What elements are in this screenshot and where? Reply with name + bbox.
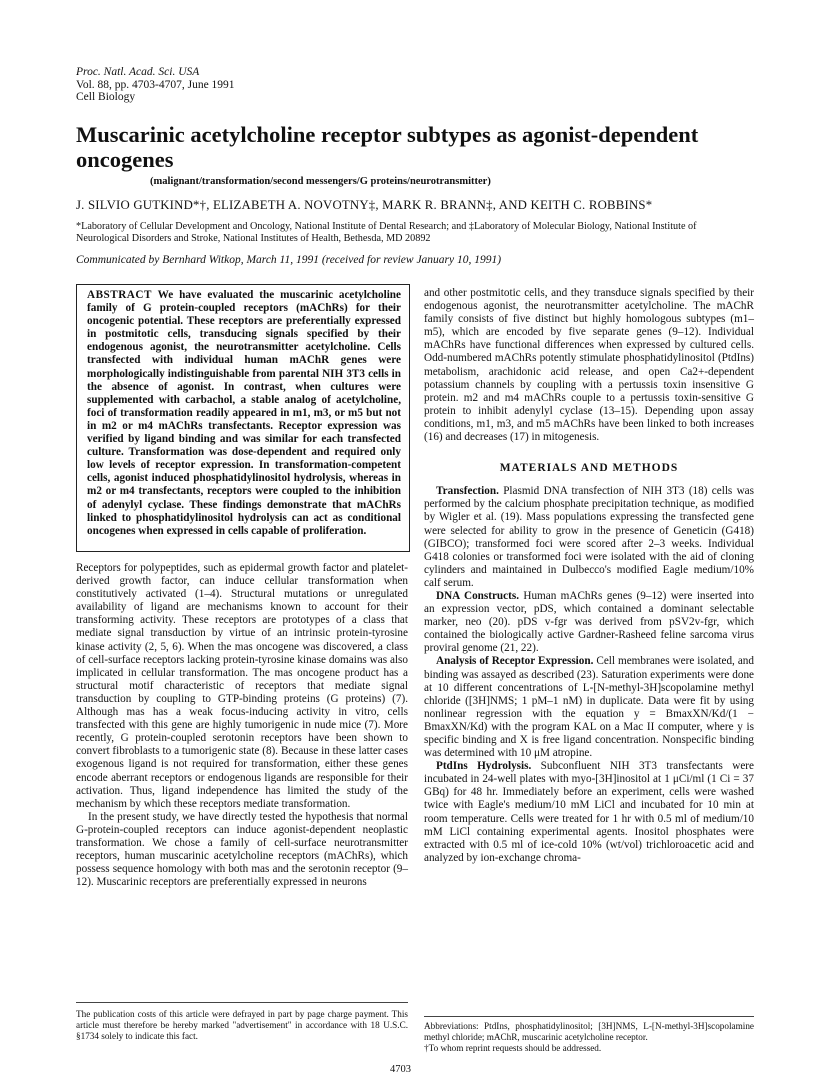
ptdins-heading: PtdIns Hydrolysis. [436,760,532,773]
right-column [424,287,754,865]
analysis-heading: Analysis of Receptor Expression. [436,655,594,668]
transfection-text: Plasmid DNA transfection of NIH 3T3 (18) cells was performed by the calcium phosphate precipitation technique, as modified by Wigler et al. (19). Mass populations expressing the transfected gene were selected for ability to grow in the presence of Geneticin (G418) (GIBCO); transformed foci were scored after 2–3 weeks. Individual G418 colonies or transformed foci were isolated with the aid of cloning cylinders and maintained in Dulbecco's modified Eagle medium/10% calf serum. [424,485,755,589]
affiliations: *Laboratory of Cellular Development and Oncology, National Institute of Dental Research; and ‡Laboratory of Molecular Biology, National Institute of Neurological Disorders and Stroke, National Institutes of Health, Bethesda, MD 20892 [76,221,697,244]
journal-header [76,66,235,104]
page-number: 4703 [390,1064,411,1075]
volume-info: Vol. 88, pp. 4703-4707, June 1991 [76,78,235,91]
analysis-text: Cell membranes were isolated, and binding was assayed as described (23). Saturation experiments were done at 10 different concentrations of L-[N-methyl-3H]scopolamine methyl chloride ([3H]NMS; 1 pM–1 nM) in duplicate. Data were fit by using nonlinear regression with the equation y = BmaxXN/Kd/(1 − BmaxXN/Kd) with the program KAL on a Mac II computer, where y is specific binding and X is free ligand concentration. Nonspecific binding was determined with 10 μM atropine. [424,655,754,760]
methods-dna [424,590,754,655]
section-name: Cell Biology [76,91,136,103]
paper-title: Muscarinic acetylcholine receptor subtypes as agonist-dependent oncogenes [76,122,699,172]
methods-transfection [424,485,754,590]
methods-analysis [424,655,754,760]
section-heading-methods: MATERIALS AND METHODS [499,462,679,475]
dna-text: Human mAChRs genes (9–12) were inserted into an expression vector, pDS, which contained a dominant selectable marker, neo (20). pDS v-fgr was derived from pSV2v-fgr, which contained the biologically active Gardner-Rasheed feline sarcoma virus proviral genome (21, 22). [424,589,755,655]
dna-heading: DNA Constructs. [436,589,519,602]
abstract-label: ABSTRACT [87,289,152,301]
intro-paragraph-2: In the present study, we have directly tested the hypothesis that normal G-protein-coupled receptors can induce agonist-dependent neoplastic transformation. We chose a family of cell-surface neurotransmitter receptors, human muscarinic acetylcholine receptors (mAChRs), which possess sequence homology with both mas and the serotonin receptor (9–12). Muscarinic receptors are preferentially expressed in neurons [76,810,408,889]
authors: J. SILVIO GUTKIND*†, ELIZABETH A. NOVOTNY‡, MARK R. BRANN‡, AND KEITH C. ROBBINS* [76,198,653,212]
keywords: (malignant/transformation/second messengers/G proteins/neurotransmitter) [150,176,491,187]
methods-ptdins [424,760,754,865]
footnotes-right [424,1016,754,1053]
transfection-heading: Transfection. [436,485,499,498]
publication-cost-note: The publication costs of this article were defrayed in part by page charge payment. This article must therefore be hereby marked "advertisement" in accordance with 18 U.S.C. §1734 solely to indicate this fact. [76,1002,408,1041]
intro-column [76,562,408,889]
abbreviations-note: Abbreviations: PtdIns, phosphatidylinositol; [3H]NMS, L-[N-methyl-3H]scopolamine methyl chloride; mAChR, muscarinic acetylcholine receptor. [424,1021,754,1042]
communicated-line: Communicated by Bernhard Witkop, March 11, 1991 (received for review January 10, 1991) [76,254,502,266]
abstract-text: We have evaluated the muscarinic acetylcholine family of G protein-coupled receptors (mAChRs) for their oncogenic potential. These receptors are preferentially expressed in postmitotic cells, transducing signals specified by their endogenous agonist, the neurotransmitter acetylcholine. Cells transfected with individual human mAChR genes were morphologically indistinguishable from parental NIH 3T3 cells in the absence of agonist. In contrast, when cultures were supplemented with carbachol, a stable analog of acetylcholine, foci of transformation readily appeared in m1, m3, or m5 but not in m2 or m4 mAChRs transfectants. Receptor expression was verified by ligand binding and was similar for each transfected culture. Transformation was dose-dependent and required only low levels of receptor expression. In transformation-competent cells, agonist induced phosphatidylinositol hydrolysis, whereas in m2 or m4 transfectants, receptors were coupled to the inhibition of adenylyl cyclase. These findings demonstrate that mAChRs linked to phosphatidylinositol hydrolysis can act as conditional oncogenes when expressed in cells capable of proliferation. [87,289,401,537]
right-paragraph-0: and other postmitotic cells, and they transduce signals specified by their endogenous agonist, the neurotransmitter acetylcholine. The mAChR family consists of five distinct but highly homologous subtypes (m1–m5), which are encoded by five separate genes (9–12). Individual mAChRs have functional differences when expressed by cultured cells. Odd-numbered mAChRs potently stimulate phosphatidylinositol (PtdIns) metabolism, arachidonic acid release, and open Ca2+-dependent potassium channels by coupling with a pertussis toxin insensitive G protein. m2 and m4 mAChRs couple to a pertussis toxin-sensitive G protein to inhibit adenylyl cyclase (13–15). Depending upon assay conditions, m1, m3, and m5 mAChRs have been linked to both increases (16) and decreases (17) in mitogenesis. [424,287,754,444]
abstract-box [76,284,410,552]
journal-name: Proc. Natl. Acad. Sci. USA [76,66,200,78]
intro-paragraph-1: Receptors for polypeptides, such as epidermal growth factor and platelet-derived growth factor, can induce cellular transformation when constitutively activated (1–4). Structural mutations or unregulated availability of ligand are mechanisms known to account for their transforming activity. These receptors are prototypes of a class that mediate signal transduction by virtue of an intrinsic protein-tyrosine kinase activity (2, 5, 6). When the mas oncogene was discovered, a class of cell-surface receptors lacking protein-tyrosine kinase domains was also implicated in cellular transformation. The mas oncogene product has a structural motif characteristic of receptors that mediate signal transduction by coupling to GTP-binding proteins (G proteins) (7). Although mas has a weak focus-inducing activity in vitro, cells transfected with this gene are highly tumorigenic in nude mice (7). More recently, G protein-coupled serotonin receptors have been shown to convert fibroblasts to a tumorigenic state (8). Because in these latter cases exogenous ligand is not required for transformation, either these genes encode aberrant receptors or endogenous ligands are responsible for their activation. Thus, ligand independence has limited the study of the mechanism by which these receptors mediate transformation. [76,562,408,810]
reprint-note: †To whom reprint requests should be addressed. [424,1042,602,1053]
ptdins-text: Subconfluent NIH 3T3 transfectants were incubated in 24-well plates with myo-[3H]inositol at 1 μCi/ml (1 Ci = 37 GBq) for 48 hr. Immediately before an experiment, cells were washed twice with Eagle's medium/10 mM LiCl and incubated for 10 min at room temperature. Cells were treated for 1 hr with 0.5 ml of medium/10 mM LiCl containing experimental agents. Inositol phosphates were extracted with 0.5 ml of ice-cold 10% (wt/vol) trichloroacetic acid and analyzed by ion-exchange chroma- [424,760,754,864]
